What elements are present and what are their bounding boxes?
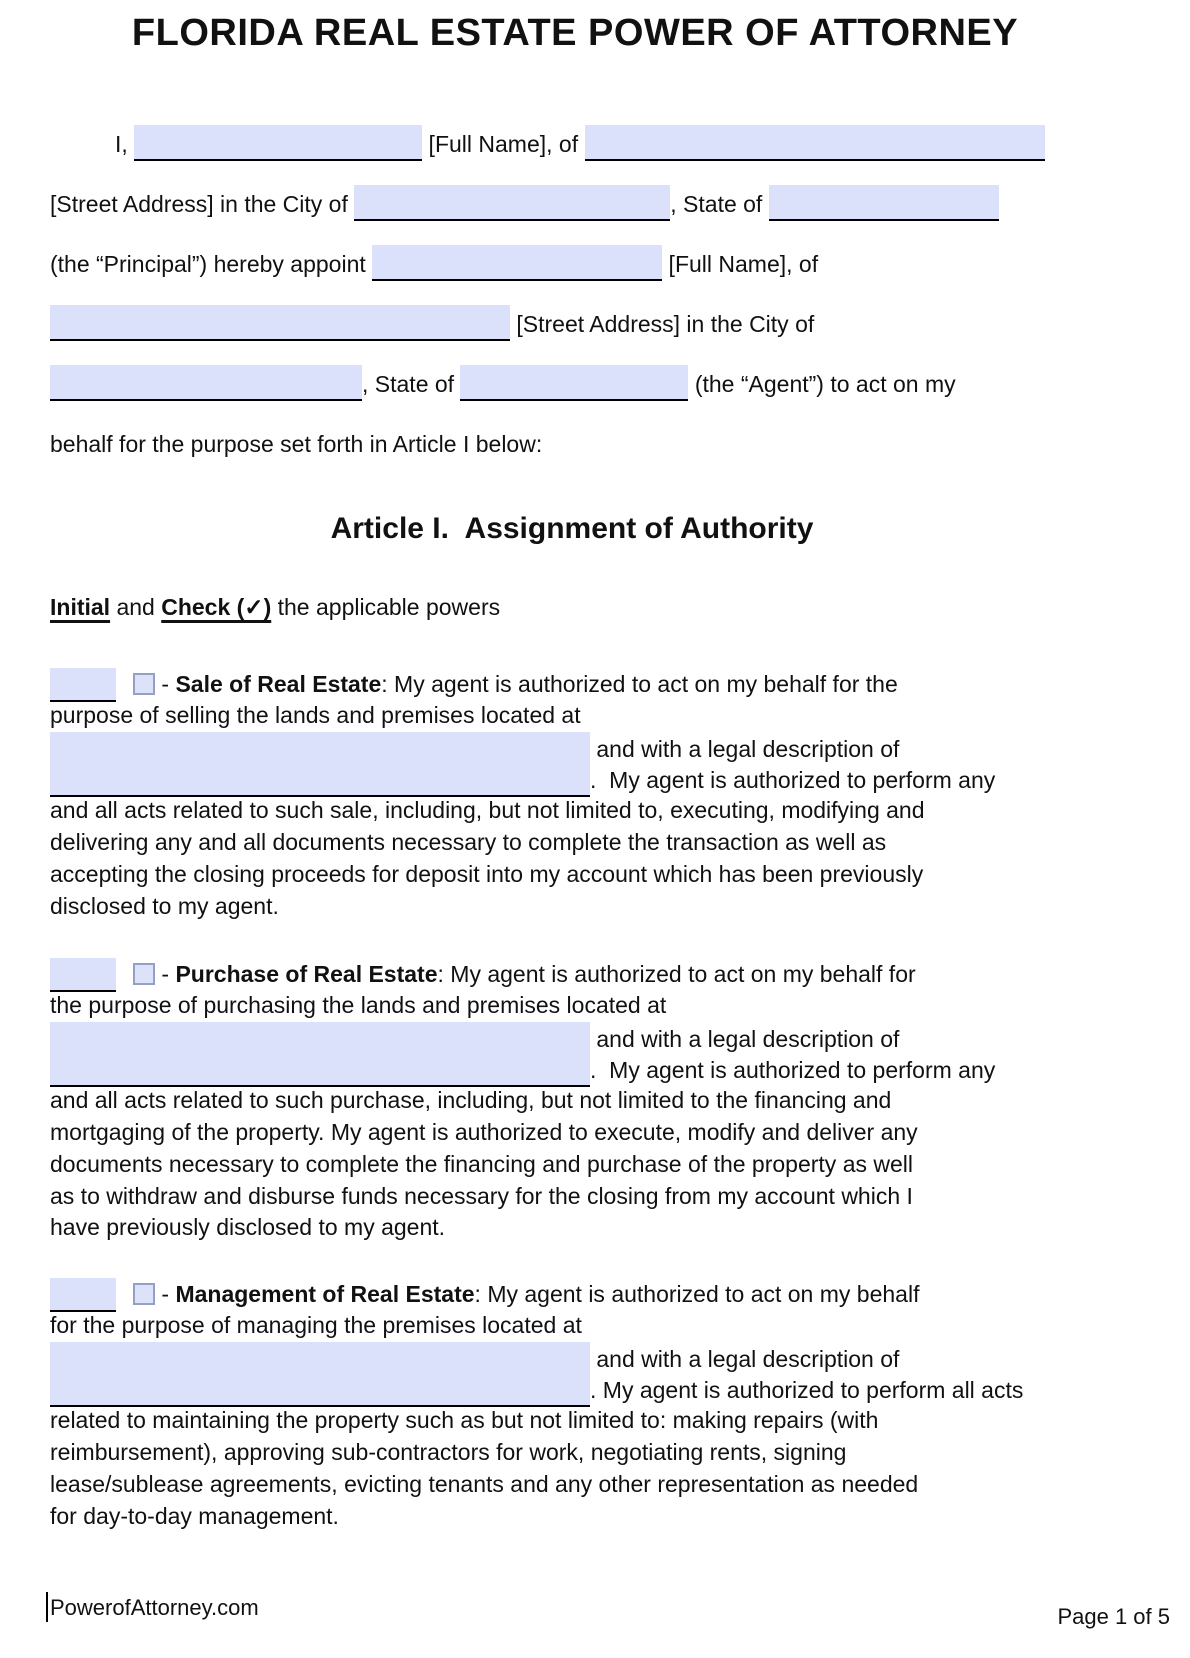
text-line — [50, 1149, 995, 1181]
text-line — [50, 354, 1045, 414]
text-line — [50, 827, 995, 859]
power-section-purchase-of-real-estate — [50, 958, 995, 1244]
sale-checkbox[interactable] — [133, 673, 155, 695]
purchase-property-address-field[interactable] — [50, 1022, 590, 1056]
text-line — [50, 1278, 1023, 1310]
text-run: , State of — [362, 371, 461, 397]
text-line — [50, 795, 995, 827]
footer-page-number: Page 1 of 5 — [1057, 1604, 1170, 1629]
sale-property-address-field[interactable] — [50, 732, 590, 766]
text-line — [50, 990, 995, 1022]
agent-name-field[interactable] — [372, 245, 662, 281]
text-run: purpose of selling the lands and premises located at — [50, 701, 581, 728]
text-run: the purpose of purchasing the lands and premises located at — [50, 991, 667, 1018]
purchase-power-title: Purchase of Real Estate — [175, 961, 438, 987]
text-run: have previously disclosed to my agent. — [50, 1214, 446, 1241]
text-line — [50, 958, 995, 990]
text-run: documents necessary to complete the financing and purchase of the property as well — [50, 1150, 913, 1177]
text-run: and with a legal description of — [590, 1345, 900, 1372]
text-run: and all acts related to such sale, including, but not limited to, executing, modifying and — [50, 797, 925, 824]
power-section-sale-of-real-estate — [50, 668, 995, 922]
text-run: the applicable powers — [271, 594, 501, 620]
text-line — [50, 763, 995, 795]
text-run: lease/sublease agreements, evicting tenants and any other representation as needed — [50, 1470, 919, 1497]
text-line — [50, 668, 995, 700]
text-run: - — [155, 671, 176, 697]
principal-city-field[interactable] — [354, 185, 670, 221]
text-line — [50, 234, 1045, 294]
power-section-management-of-real-estate — [50, 1278, 1023, 1532]
text-run: for day-to-day management. — [50, 1502, 339, 1529]
management-property-address-field[interactable] — [50, 1342, 590, 1376]
text-run: related to maintaining the property such as but not limited to: making repairs (with — [50, 1407, 879, 1434]
text-run: mortgaging of the property. My agent is authorized to execute, modify and deliver any — [50, 1118, 918, 1145]
check-label: Check (✓) — [161, 594, 272, 620]
text-line — [50, 1085, 995, 1117]
text-line — [50, 1181, 995, 1213]
text-run: behalf for the purpose set forth in Article I below: — [50, 431, 543, 457]
initial-label: Initial — [50, 594, 111, 620]
text-run: . My agent is authorized to perform any — [590, 1057, 996, 1084]
text-line — [50, 174, 1045, 234]
text-line — [50, 700, 995, 732]
management-legal-description-field[interactable] — [50, 1373, 590, 1407]
text-line — [50, 1437, 1023, 1469]
text-line — [50, 1053, 995, 1085]
purchase-checkbox[interactable] — [133, 963, 155, 985]
text-run: : My agent is authorized to act on my behalf for the — [381, 671, 898, 697]
sale-initials-field[interactable] — [50, 668, 116, 702]
text-line — [50, 414, 1045, 474]
text-run: : My agent is authorized to act on my behalf for — [437, 961, 916, 987]
principal-name-field[interactable] — [134, 125, 422, 161]
text-run: and with a legal description of — [590, 1025, 900, 1052]
text-line — [50, 732, 995, 764]
management-checkbox[interactable] — [133, 1283, 155, 1305]
agent-state-field[interactable] — [460, 365, 688, 401]
management-initials-field[interactable] — [50, 1278, 116, 1312]
text-line — [50, 859, 995, 891]
text-run: : My agent is authorized to act on my behalf — [474, 1281, 920, 1307]
text-run: for the purpose of managing the premises located at — [50, 1311, 582, 1338]
document-title: FLORIDA REAL ESTATE POWER OF ATTORNEY — [131, 12, 1019, 54]
purchase-legal-description-field[interactable] — [50, 1053, 590, 1087]
text-run: [Street Address] in the City of — [510, 311, 815, 337]
text-run: and — [110, 594, 162, 620]
text-line — [50, 1022, 995, 1054]
text-line — [50, 1469, 1023, 1501]
instruction-line — [50, 590, 500, 624]
text-run: - — [155, 961, 176, 987]
text-run: . My agent is authorized to perform all acts — [590, 1377, 1024, 1404]
text-run: accepting the closing proceeds for deposit into my account which has been previously — [50, 860, 924, 887]
text-run: reimbursement), approving sub-contractors for work, negotiating rents, signing — [50, 1438, 847, 1465]
text-run: - — [155, 1281, 176, 1307]
text-run: . My agent is authorized to perform any — [590, 767, 996, 794]
intro-paragraph — [50, 114, 1045, 474]
principal-street-address-field[interactable] — [585, 125, 1045, 161]
text-run: [Street Address] in the City of — [50, 191, 355, 217]
text-run: delivering any and all documents necessary to complete the transaction as well as — [50, 828, 887, 855]
text-line — [50, 294, 1045, 354]
text-run: (the “Principal”) hereby appoint — [50, 251, 373, 277]
text-line — [50, 1117, 995, 1149]
text-run: as to withdraw and disburse funds necessary for the closing from my account which I — [50, 1182, 913, 1209]
sale-power-title: Sale of Real Estate — [175, 671, 382, 697]
text-run: and with a legal description of — [590, 735, 900, 762]
text-run: disclosed to my agent. — [50, 892, 279, 919]
footer-site-label: PowerofAttorney.com — [50, 1595, 259, 1620]
management-power-title: Management of Real Estate — [175, 1281, 475, 1307]
text-line — [50, 891, 995, 923]
text-line — [50, 590, 500, 624]
principal-state-field[interactable] — [769, 185, 999, 221]
text-line — [50, 1212, 995, 1244]
text-run: [Full Name], of — [422, 131, 585, 157]
text-run: and all acts related to such purchase, including, but not limited to the financing and — [50, 1087, 892, 1114]
agent-city-field[interactable] — [50, 365, 362, 401]
text-line — [50, 1501, 1023, 1533]
text-line — [50, 114, 1045, 174]
text-line — [50, 1373, 1023, 1405]
text-run: I, — [115, 131, 135, 157]
text-line — [50, 1405, 1023, 1437]
agent-street-address-field[interactable] — [50, 305, 510, 341]
sale-legal-description-field[interactable] — [50, 763, 590, 797]
text-run: [Full Name], of — [662, 251, 819, 277]
text-run: , State of — [670, 191, 769, 217]
text-line — [50, 1342, 1023, 1374]
article-1-heading: Article I. Assignment of Authority — [330, 512, 814, 545]
purchase-initials-field[interactable] — [50, 958, 116, 992]
text-run: (the “Agent”) to act on my — [688, 371, 956, 397]
text-line — [50, 1310, 1023, 1342]
